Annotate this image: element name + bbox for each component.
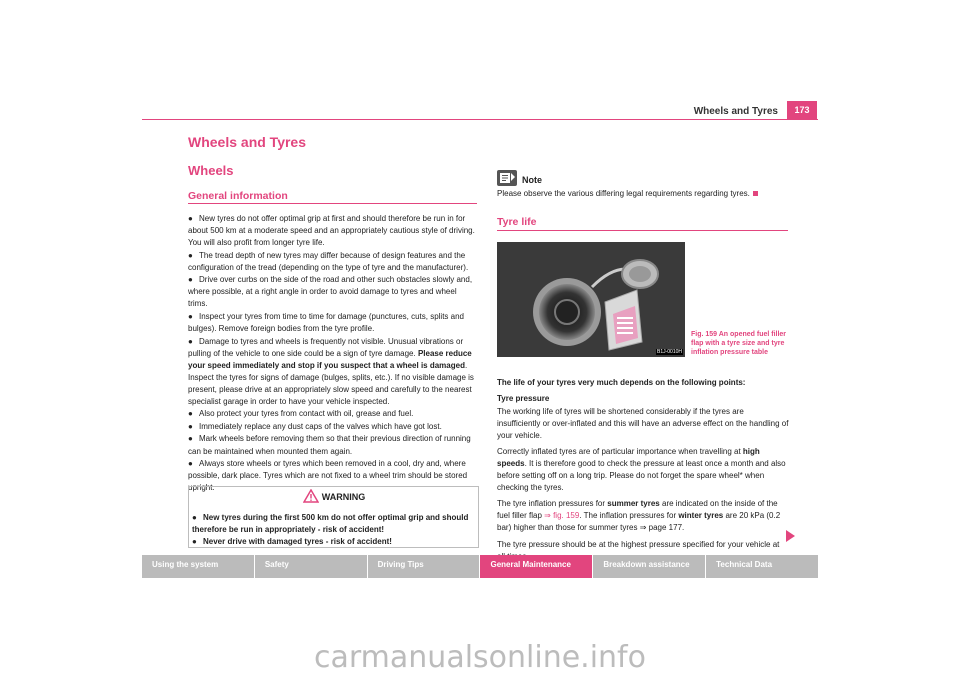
tab-breakdown-assistance[interactable]: Breakdown assistance — [593, 555, 706, 578]
subsection-title: General information — [188, 190, 288, 202]
tab-driving-tips[interactable]: Driving Tips — [368, 555, 481, 578]
list-item: ● Damage to tyres and wheels is frequently not visible. Unusual vibrations or pulling of the vehicle to one side could be a sign of tyre damage. Please reduce your speed immediately and stop if you suspect that a wheel is damaged. Inspect the tyres for signs of damage (bulges, splits, etc.). If no visible damage is present, please drive at an appropriately slow speed and carefully to the nearest specialist garage in order to have your vehicle inspected. — [188, 336, 474, 406]
list-item: ● Always store wheels or tyres which been removed in a cool, dry and, where possible, dark place. Tyres which are not fixed to a wheel trim should be stored upright. — [188, 459, 468, 493]
bullet-icon: ● — [188, 409, 193, 419]
fuel-flap-photo — [497, 242, 685, 357]
note-icon — [497, 170, 517, 186]
tyre-life-rule — [497, 230, 788, 231]
tab-using-the-system[interactable]: Using the system — [142, 555, 255, 578]
list-item: ● New tyres during the first 500 km do not offer optimal grip and should therefore be run in appropriately - risk of accident! — [192, 513, 469, 534]
general-info-body — [188, 213, 478, 495]
figure-link[interactable]: ⇒ fig. 159 — [544, 511, 580, 521]
tab-safety[interactable]: Safety — [255, 555, 368, 578]
bullet-icon: ● — [188, 275, 193, 285]
bullet-icon: ● — [188, 336, 193, 346]
fuel-flap-illustration — [497, 242, 685, 357]
list-item: ● Never drive with damaged tyres - risk of accident! — [192, 537, 392, 546]
list-item: ● Inspect your tyres from time to time for damage (punctures, cuts, splits and bulges). Remove foreign bodies from the tyre profile. — [188, 311, 464, 334]
warning-box — [188, 486, 479, 548]
warning-title: WARNING — [321, 492, 366, 502]
list-item: ● Mark wheels before removing them so that their previous direction of running can be maintained when mounted them again. — [188, 434, 471, 456]
paragraph: The tyre inflation pressures for summer tyres are indicated on the inside of the fuel filler flap ⇒ fig. 159. The inflation pressures for winter tyres are 20 kPa (0.2 bar) higher than those for summer tyres ⇒ page 177. — [497, 499, 781, 533]
subsection-rule — [188, 203, 477, 204]
list-item: ● The tread depth of new tyres may differ because of design features and the configuration of the tread (depending on the type of tyre and the manufacturer). — [188, 250, 469, 272]
tyre-life-intro: The life of your tyres very much depends on the following points: — [497, 378, 746, 387]
bullet-icon: ● — [192, 537, 197, 546]
next-page-arrow-icon[interactable] — [786, 530, 795, 542]
chapter-title: Wheels and Tyres — [188, 134, 307, 150]
end-of-section-icon — [753, 191, 758, 196]
list-item: ● New tyres do not offer optimal grip at first and should therefore be run in for about 500 km at a moderate speed and an appropriately cautious style of driving. You will also profit from longer tyre life. — [188, 214, 475, 248]
tab-general-maintenance[interactable]: General Maintenance — [480, 555, 593, 578]
list-item: ● Immediately replace any dust caps of the valves which have got lost. — [188, 421, 478, 433]
list-item: ● Also protect your tyres from contact with oil, grease and fuel. — [188, 408, 478, 420]
paragraph: The tyre pressure should be at the highest pressure specified for your vehicle at — [497, 539, 780, 549]
bullet-icon: ● — [188, 459, 193, 468]
paragraph: Correctly inflated tyres are of particular importance when travelling at high speeds. It is therefore good to check the pressure at least once a month and also before setting off on a long trip. Please do not forget the spare wheel* when checking the tyres. — [497, 446, 786, 493]
watermark: carmanualsonline.info — [314, 640, 646, 675]
header-rule — [142, 119, 818, 120]
tyre-life-heading: Tyre life — [497, 216, 537, 228]
figure-caption: Fig. 159 An opened fuel filler flap with a tyre size and tyre inflation pressure table — [691, 331, 787, 356]
tyre-life-body — [497, 377, 789, 563]
tab-technical-data[interactable]: Technical Data — [716, 560, 773, 569]
note-text: Please observe the various differing legal requirements regarding tyres. — [497, 189, 797, 198]
footer-nav — [142, 555, 818, 578]
tyre-pressure-heading: Tyre pressure — [497, 394, 550, 404]
bullet-icon: ● — [192, 513, 197, 522]
bullet-icon: ● — [188, 250, 193, 260]
bullet-icon: ● — [188, 214, 193, 223]
note-label: Note — [522, 175, 542, 185]
page-number: 173 — [787, 101, 817, 119]
bullet-icon: ● — [188, 311, 193, 321]
paragraph: The working life of tyres will be shortened considerably if the tyres are insufficiently or over-inflated and this will have an adverse effect on the handling of your vehicle. — [497, 406, 789, 440]
running-header-title: Wheels and Tyres — [693, 106, 778, 117]
warning-text — [192, 512, 476, 548]
section-title: Wheels — [188, 163, 234, 178]
bullet-icon: ● — [188, 434, 193, 444]
list-item: ● Drive over curbs on the side of the road and other such obstacles slowly and, where possible, at a right angle in order to avoid damage to tyres and wheel trims. — [188, 275, 473, 309]
bullet-icon: ● — [188, 421, 193, 431]
photo-code: B1J-0010H — [656, 349, 682, 355]
